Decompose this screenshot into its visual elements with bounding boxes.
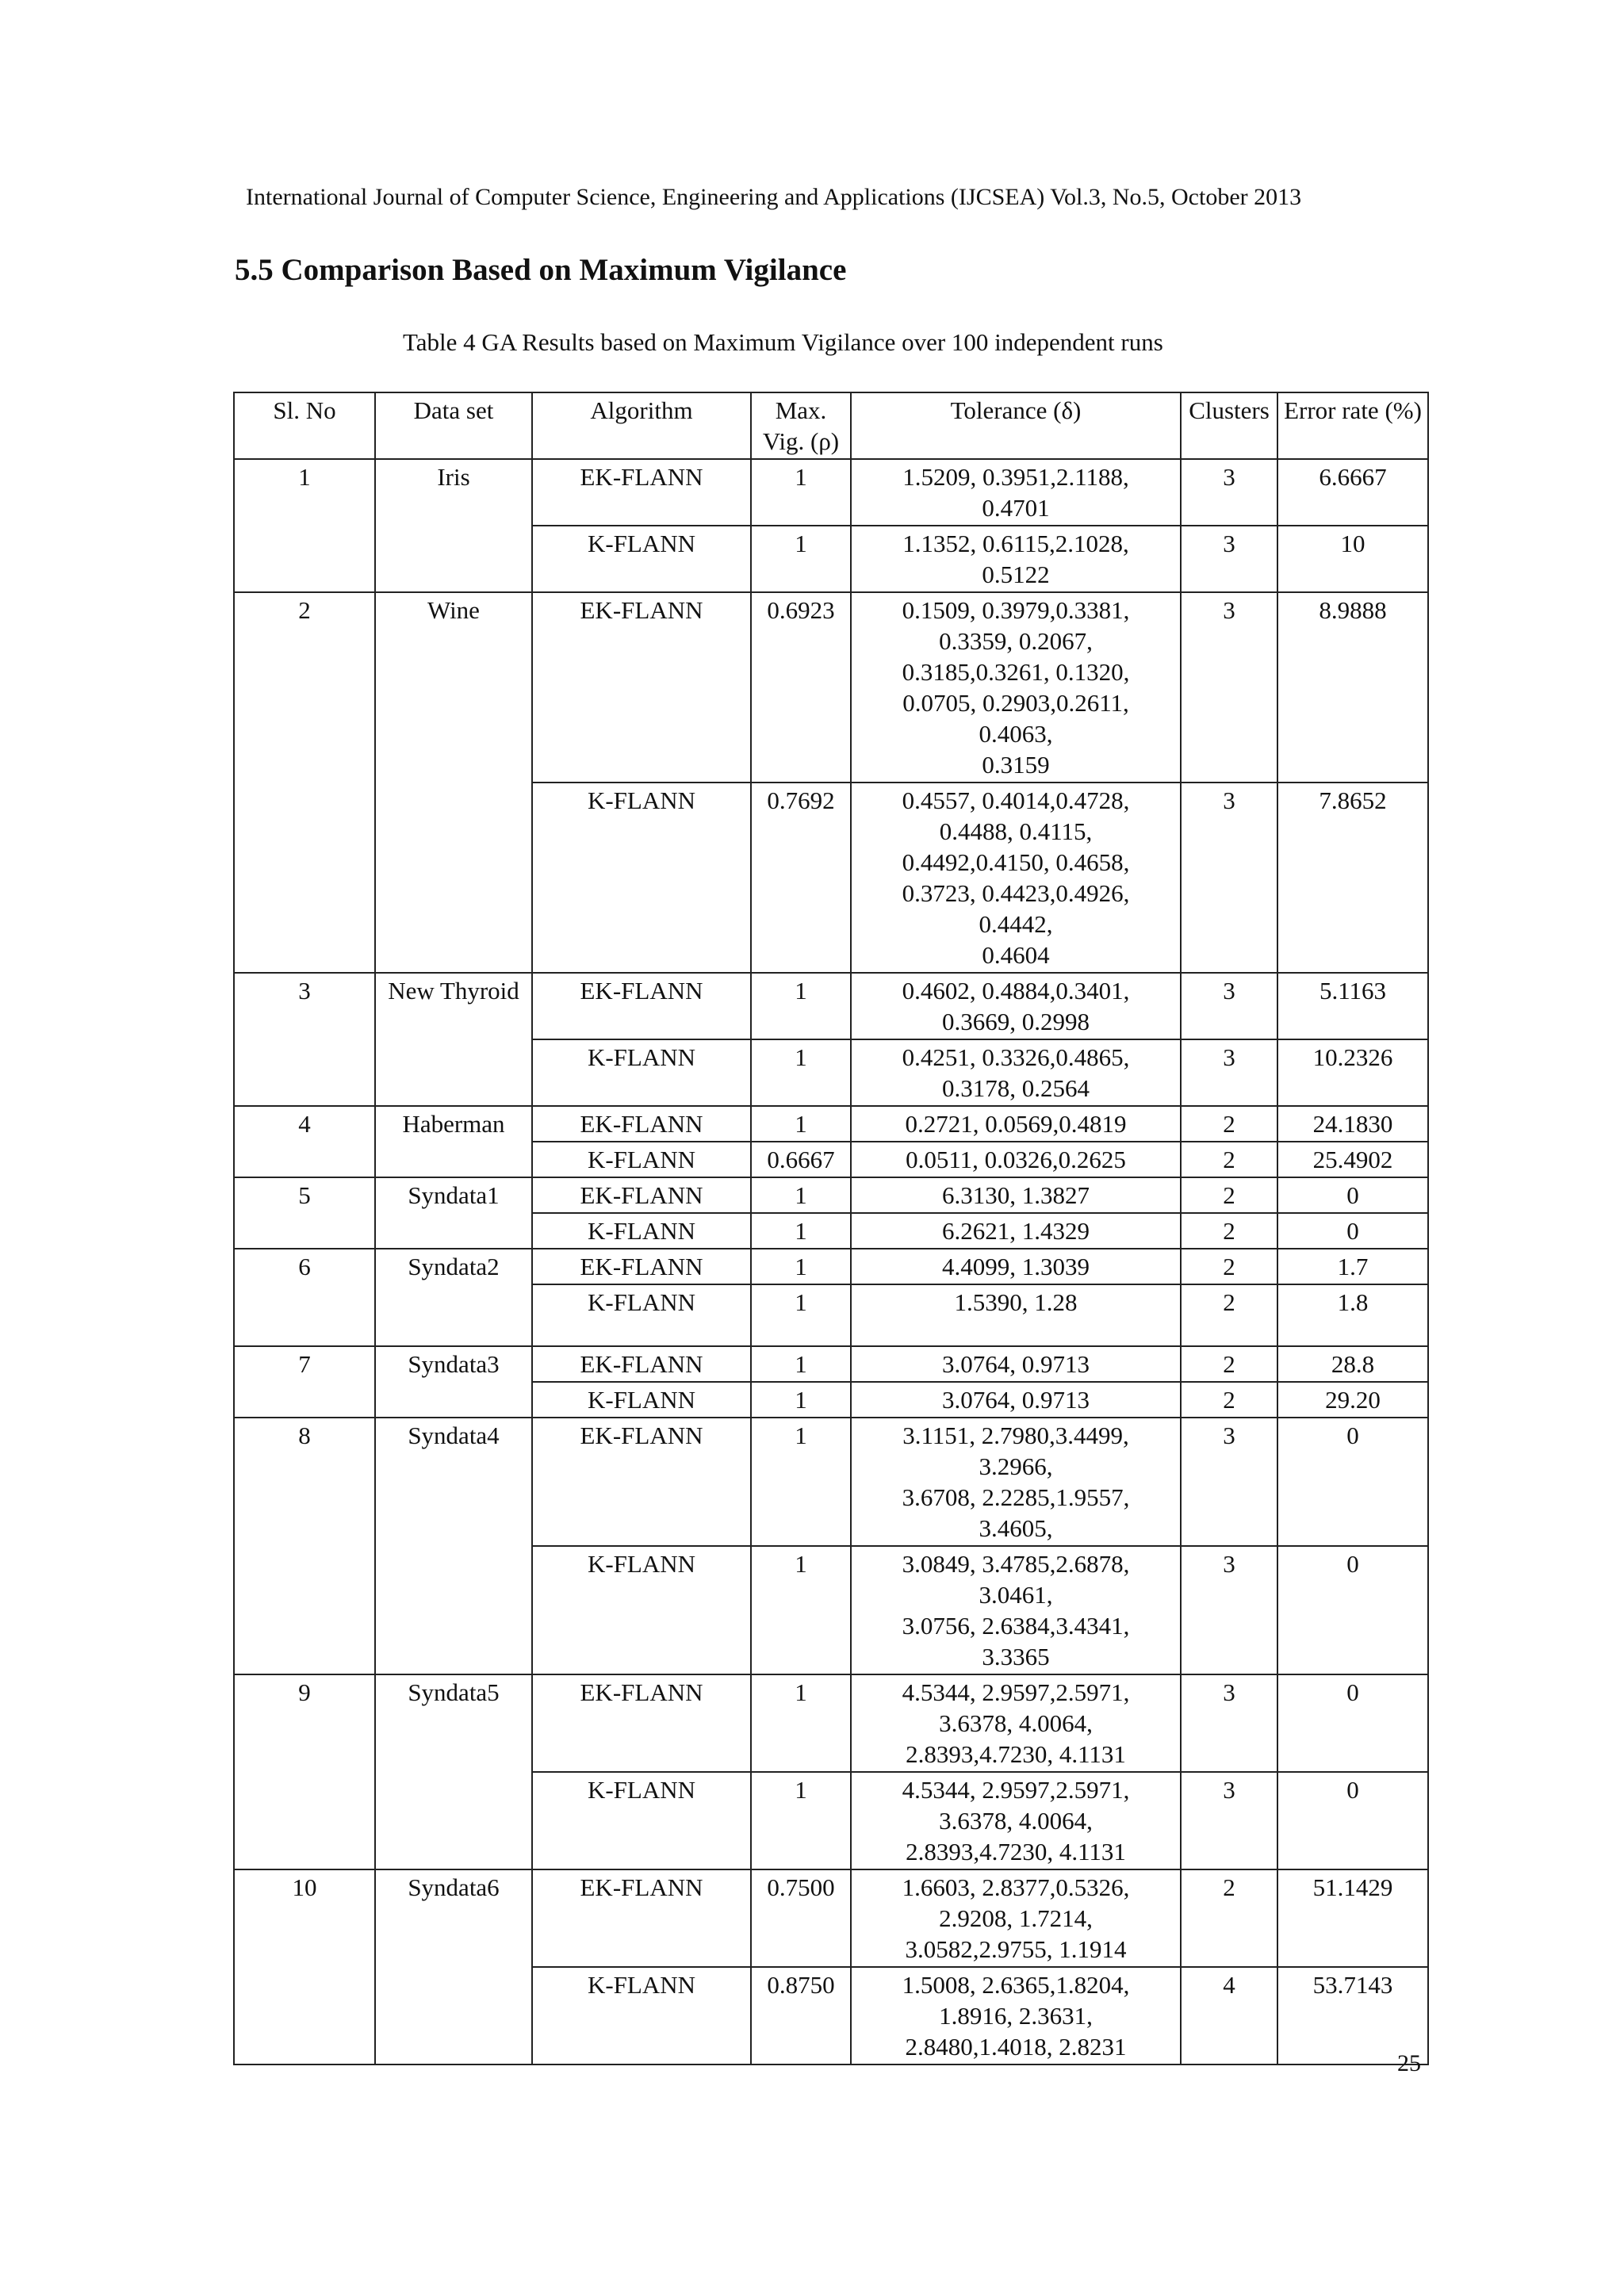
column-header-algorithm: Algorithm	[532, 392, 751, 459]
tolerance-cell: 6.3130, 1.3827	[851, 1177, 1181, 1213]
clusters-cell: 2	[1181, 1249, 1277, 1284]
max-vigilance-cell: 1	[751, 1284, 851, 1346]
sl-no-cell: 10	[234, 1869, 375, 2064]
data-set-cell: Syndata5	[375, 1674, 532, 1869]
clusters-cell: 2	[1181, 1284, 1277, 1346]
sl-no-cell: 7	[234, 1346, 375, 1418]
clusters-cell: 3	[1181, 1039, 1277, 1106]
tolerance-cell: 4.4099, 1.3039	[851, 1249, 1181, 1284]
table-row	[234, 1674, 1428, 1772]
error-rate-cell: 8.9888	[1277, 592, 1428, 783]
table-caption: Table 4 GA Results based on Maximum Vigilance over 100 independent runs	[403, 328, 1163, 356]
algorithm-cell: K-FLANN	[532, 1039, 751, 1106]
max-vigilance-cell: 1	[751, 1039, 851, 1106]
tolerance-cell: 1.1352, 0.6115,2.1028, 0.5122	[851, 526, 1181, 592]
table-row	[234, 1106, 1428, 1142]
tolerance-cell: 4.5344, 2.9597,2.5971, 3.6378, 4.0064, 2.8393,4.7230, 4.1131	[851, 1674, 1181, 1772]
error-rate-cell: 51.1429	[1277, 1869, 1428, 1967]
max-vigilance-cell: 1	[751, 1177, 851, 1213]
algorithm-cell: K-FLANN	[532, 526, 751, 592]
clusters-cell: 2	[1181, 1869, 1277, 1967]
max-vigilance-cell: 0.6667	[751, 1142, 851, 1177]
max-vigilance-cell: 1	[751, 1772, 851, 1869]
max-vigilance-cell: 1	[751, 1249, 851, 1284]
clusters-cell: 3	[1181, 1772, 1277, 1869]
data-set-cell: Syndata3	[375, 1346, 532, 1418]
tolerance-cell: 0.4557, 0.4014,0.4728, 0.4488, 0.4115, 0.4492,0.4150, 0.4658, 0.3723, 0.4423,0.4926, 0.4442, 0.4604	[851, 783, 1181, 973]
data-set-cell: Syndata2	[375, 1249, 532, 1346]
tolerance-cell: 3.0849, 3.4785,2.6878, 3.0461, 3.0756, 2.6384,3.4341, 3.3365	[851, 1546, 1181, 1674]
error-rate-cell: 28.8	[1277, 1346, 1428, 1382]
table-row	[234, 1418, 1428, 1546]
error-rate-cell: 1.8	[1277, 1284, 1428, 1346]
table-row	[234, 1869, 1428, 1967]
error-rate-cell: 0	[1277, 1177, 1428, 1213]
algorithm-cell: K-FLANN	[532, 1284, 751, 1346]
tolerance-cell: 1.5209, 0.3951,2.1188, 0.4701	[851, 459, 1181, 526]
max-vigilance-cell: 0.7500	[751, 1869, 851, 1967]
tolerance-cell: 1.6603, 2.8377,0.5326, 2.9208, 1.7214, 3.0582,2.9755, 1.1914	[851, 1869, 1181, 1967]
error-rate-cell: 10	[1277, 526, 1428, 592]
tolerance-cell: 1.5008, 2.6365,1.8204, 1.8916, 2.3631, 2.8480,1.4018, 2.8231	[851, 1967, 1181, 2064]
sl-no-cell: 1	[234, 459, 375, 592]
algorithm-cell: K-FLANN	[532, 1142, 751, 1177]
algorithm-cell: EK-FLANN	[532, 1674, 751, 1772]
clusters-cell: 3	[1181, 592, 1277, 783]
algorithm-cell: K-FLANN	[532, 1967, 751, 2064]
error-rate-cell: 24.1830	[1277, 1106, 1428, 1142]
column-header-tolerance: Tolerance (δ)	[851, 392, 1181, 459]
error-rate-cell: 25.4902	[1277, 1142, 1428, 1177]
tolerance-cell: 0.0511, 0.0326,0.2625	[851, 1142, 1181, 1177]
error-rate-cell: 7.8652	[1277, 783, 1428, 973]
clusters-cell: 3	[1181, 1418, 1277, 1546]
max-vigilance-cell: 0.6923	[751, 592, 851, 783]
clusters-cell: 2	[1181, 1382, 1277, 1418]
table-row	[234, 592, 1428, 783]
clusters-cell: 3	[1181, 526, 1277, 592]
max-vigilance-cell: 0.8750	[751, 1967, 851, 2064]
table-row	[234, 1249, 1428, 1284]
max-vigilance-cell: 1	[751, 1106, 851, 1142]
max-vigilance-cell: 1	[751, 1418, 851, 1546]
table-row	[234, 1177, 1428, 1213]
page-number: 25	[1397, 2050, 1421, 2076]
sl-no-cell: 5	[234, 1177, 375, 1249]
error-rate-cell: 1.7	[1277, 1249, 1428, 1284]
tolerance-cell: 3.0764, 0.9713	[851, 1346, 1181, 1382]
error-rate-cell: 0	[1277, 1674, 1428, 1772]
algorithm-cell: K-FLANN	[532, 1213, 751, 1249]
clusters-cell: 2	[1181, 1346, 1277, 1382]
algorithm-cell: EK-FLANN	[532, 1106, 751, 1142]
data-set-cell: Haberman	[375, 1106, 532, 1177]
clusters-cell: 3	[1181, 1546, 1277, 1674]
table-header-row	[234, 392, 1428, 459]
clusters-cell: 2	[1181, 1213, 1277, 1249]
error-rate-cell: 10.2326	[1277, 1039, 1428, 1106]
algorithm-cell: EK-FLANN	[532, 973, 751, 1039]
algorithm-cell: EK-FLANN	[532, 459, 751, 526]
sl-no-cell: 9	[234, 1674, 375, 1869]
sl-no-cell: 8	[234, 1418, 375, 1674]
sl-no-cell: 6	[234, 1249, 375, 1346]
tolerance-cell: 1.5390, 1.28	[851, 1284, 1181, 1346]
sl-no-cell: 3	[234, 973, 375, 1106]
clusters-cell: 2	[1181, 1142, 1277, 1177]
algorithm-cell: EK-FLANN	[532, 1418, 751, 1546]
error-rate-cell: 0	[1277, 1418, 1428, 1546]
clusters-cell: 3	[1181, 783, 1277, 973]
tolerance-cell: 0.4602, 0.4884,0.3401, 0.3669, 0.2998	[851, 973, 1181, 1039]
algorithm-cell: EK-FLANN	[532, 1177, 751, 1213]
max-vigilance-cell: 1	[751, 1213, 851, 1249]
sl-no-cell: 2	[234, 592, 375, 973]
column-header-data-set: Data set	[375, 392, 532, 459]
tolerance-cell: 3.0764, 0.9713	[851, 1382, 1181, 1418]
data-set-cell: New Thyroid	[375, 973, 532, 1106]
algorithm-cell: EK-FLANN	[532, 1346, 751, 1382]
clusters-cell: 2	[1181, 1106, 1277, 1142]
algorithm-cell: EK-FLANN	[532, 1249, 751, 1284]
clusters-cell: 3	[1181, 1674, 1277, 1772]
algorithm-cell: K-FLANN	[532, 1382, 751, 1418]
max-vigilance-cell: 1	[751, 973, 851, 1039]
column-header-max-vigilance: Max. Vig. (ρ)	[751, 392, 851, 459]
max-vigilance-cell: 1	[751, 526, 851, 592]
column-header-clusters: Clusters	[1181, 392, 1277, 459]
max-vigilance-cell: 1	[751, 1382, 851, 1418]
tolerance-cell: 0.2721, 0.0569,0.4819	[851, 1106, 1181, 1142]
data-set-cell: Syndata6	[375, 1869, 532, 2064]
error-rate-cell: 53.7143	[1277, 1967, 1428, 2064]
error-rate-cell: 29.20	[1277, 1382, 1428, 1418]
algorithm-cell: K-FLANN	[532, 1772, 751, 1869]
results-table	[233, 392, 1429, 2065]
error-rate-cell: 0	[1277, 1213, 1428, 1249]
table-row	[234, 459, 1428, 526]
running-header: International Journal of Computer Science, Engineering and Applications (IJCSEA) Vol.3, No.5, October 2013	[246, 184, 1302, 210]
tolerance-cell: 4.5344, 2.9597,2.5971, 3.6378, 4.0064, 2.8393,4.7230, 4.1131	[851, 1772, 1181, 1869]
algorithm-cell: EK-FLANN	[532, 1869, 751, 1967]
tolerance-cell: 3.1151, 2.7980,3.4499, 3.2966, 3.6708, 2.2285,1.9557, 3.4605,	[851, 1418, 1181, 1546]
data-set-cell: Syndata1	[375, 1177, 532, 1249]
max-vigilance-cell: 1	[751, 1674, 851, 1772]
max-vigilance-cell: 1	[751, 1346, 851, 1382]
tolerance-cell: 6.2621, 1.4329	[851, 1213, 1181, 1249]
data-set-cell: Iris	[375, 459, 532, 592]
error-rate-cell: 5.1163	[1277, 973, 1428, 1039]
column-header-sl-no: Sl. No	[234, 392, 375, 459]
data-set-cell: Syndata4	[375, 1418, 532, 1674]
error-rate-cell: 0	[1277, 1772, 1428, 1869]
algorithm-cell: K-FLANN	[532, 783, 751, 973]
max-vigilance-cell: 1	[751, 459, 851, 526]
algorithm-cell: K-FLANN	[532, 1546, 751, 1674]
error-rate-cell: 6.6667	[1277, 459, 1428, 526]
clusters-cell: 3	[1181, 973, 1277, 1039]
column-header-error-rate: Error rate (%)	[1277, 392, 1428, 459]
error-rate-cell: 0	[1277, 1546, 1428, 1674]
max-vigilance-cell: 1	[751, 1546, 851, 1674]
data-set-cell: Wine	[375, 592, 532, 973]
clusters-cell: 3	[1181, 459, 1277, 526]
table-row	[234, 1346, 1428, 1382]
max-vigilance-cell: 0.7692	[751, 783, 851, 973]
clusters-cell: 4	[1181, 1967, 1277, 2064]
sl-no-cell: 4	[234, 1106, 375, 1177]
table-row	[234, 973, 1428, 1039]
section-title: 5.5 Comparison Based on Maximum Vigilance	[235, 253, 847, 287]
tolerance-cell: 0.1509, 0.3979,0.3381, 0.3359, 0.2067, 0.3185,0.3261, 0.1320, 0.0705, 0.2903,0.2611, 0.4063, 0.3159	[851, 592, 1181, 783]
tolerance-cell: 0.4251, 0.3326,0.4865, 0.3178, 0.2564	[851, 1039, 1181, 1106]
algorithm-cell: EK-FLANN	[532, 592, 751, 783]
clusters-cell: 2	[1181, 1177, 1277, 1213]
